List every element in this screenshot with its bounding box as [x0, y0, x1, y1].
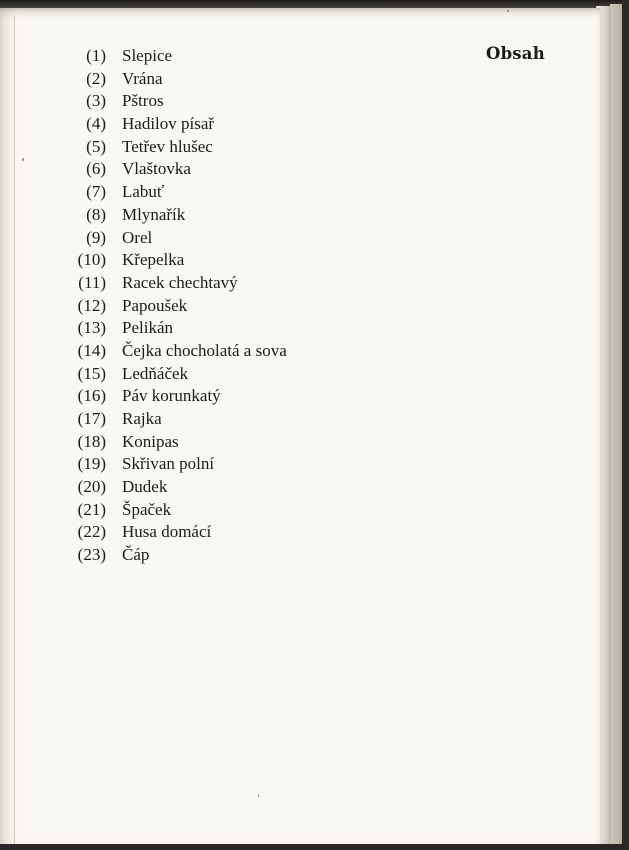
toc-entry-title: Orel	[122, 227, 153, 247]
toc-entry-title: Čáp	[122, 545, 150, 565]
toc-entry-title: Skřivan polní	[122, 454, 215, 474]
toc-entry-number: (3)	[86, 91, 106, 111]
toc-entry-number: (6)	[86, 159, 106, 179]
toc-entry-title: Tetřev hlušec	[122, 136, 213, 156]
book-cover-edge	[622, 0, 629, 850]
toc-entry-number: (13)	[77, 318, 106, 338]
toc-entry-number: (1)	[86, 46, 106, 65]
toc-entry-number: (20)	[77, 477, 106, 497]
table-of-contents	[68, 45, 287, 567]
toc-entry-title: Papoušek	[122, 295, 188, 315]
toc-entry	[68, 363, 287, 386]
toc-entry-title: Dudek	[122, 477, 168, 497]
toc-entry	[68, 431, 287, 454]
toc-entry-title: Rajka	[122, 409, 162, 428]
toc-entry-number: (11)	[78, 272, 106, 292]
bottom-binding-shadow	[0, 844, 629, 850]
toc-entry	[68, 249, 287, 272]
toc-entry	[68, 227, 287, 250]
contents-heading: Obsah	[486, 44, 545, 63]
page-stack-edge	[610, 4, 622, 850]
toc-entry-number: (5)	[86, 136, 106, 156]
toc-entry-number: (15)	[77, 363, 106, 383]
toc-entry-number: (10)	[77, 250, 106, 270]
toc-entry	[68, 340, 287, 363]
toc-entry	[68, 136, 287, 159]
toc-entry-title: Špaček	[122, 499, 172, 519]
toc-entry-number: (16)	[77, 386, 106, 406]
toc-entry-title: Vlaštovka	[122, 159, 191, 179]
toc-entry-number: (9)	[86, 227, 106, 247]
toc-entry	[68, 408, 287, 431]
toc-entry	[68, 113, 287, 136]
toc-entry-title: Pštros	[122, 91, 164, 111]
toc-entry-number: (18)	[77, 431, 106, 451]
toc-entry	[68, 181, 287, 204]
toc-entry	[68, 158, 287, 181]
toc-entry	[68, 499, 287, 522]
toc-entry-number: (22)	[77, 522, 106, 542]
toc-entry	[68, 453, 287, 476]
toc-entry-title: Mlynařík	[122, 204, 186, 224]
toc-entry-number: (4)	[86, 114, 106, 134]
toc-entry	[68, 317, 287, 340]
toc-entry-title: Slepice	[122, 46, 173, 65]
toc-entry-number: (2)	[86, 68, 106, 88]
toc-entry-title: Páv korunkatý	[122, 386, 221, 406]
toc-entry	[68, 272, 287, 295]
toc-entry	[68, 68, 287, 91]
toc-entry	[68, 544, 287, 567]
toc-entry-title: Hadilov písař	[122, 114, 215, 134]
toc-entry-number: (12)	[77, 295, 106, 315]
toc-entry-number: (23)	[77, 545, 106, 565]
toc-entry-number: (19)	[77, 454, 106, 474]
toc-entry-title: Pelikán	[122, 318, 173, 338]
toc-entry-title: Čejka chocholatá a sova	[122, 340, 287, 360]
toc-entry	[68, 90, 287, 113]
toc-entry	[68, 476, 287, 499]
toc-entry	[68, 521, 287, 544]
toc-entry-number: (21)	[77, 499, 106, 519]
toc-entry-title: Ledňáček	[122, 363, 189, 383]
toc-entry-number: (8)	[86, 204, 106, 224]
toc-entry-number: (7)	[86, 182, 106, 202]
paper-speck	[258, 794, 259, 797]
toc-entry-title: Husa domácí	[122, 522, 212, 542]
toc-entry	[68, 204, 287, 227]
toc-entry-title: Konipas	[122, 431, 179, 451]
toc-entry	[68, 385, 287, 408]
toc-entry-number: (17)	[77, 409, 106, 428]
toc-entry	[68, 45, 287, 68]
toc-entry-title: Labuť	[122, 182, 165, 202]
paper-speck	[507, 10, 509, 12]
paper-speck	[22, 158, 24, 161]
toc-entry	[68, 295, 287, 318]
toc-entry-number: (14)	[77, 340, 106, 360]
toc-entry-title: Křepelka	[122, 250, 185, 270]
toc-entry-title: Vrána	[122, 68, 163, 88]
gutter-fold	[14, 16, 15, 850]
toc-entry-title: Racek chechtavý	[122, 272, 238, 292]
